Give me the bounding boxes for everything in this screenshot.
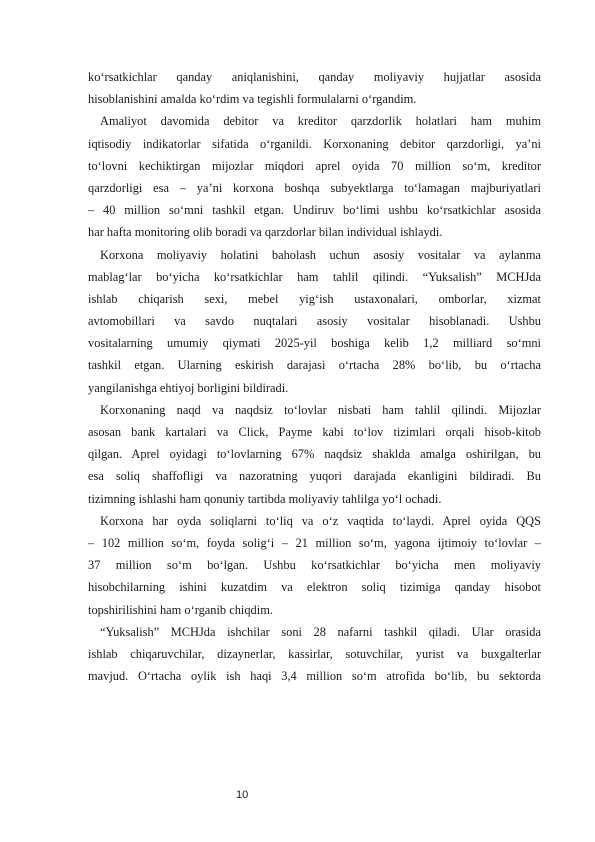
text-line: tizimning ishlashi ham qonuniy tartibda moliyaviy tahlilga yo‘l ochadi. xyxy=(88,491,442,506)
text-line: qarzdorligi esa – ya’ni korxona boshqa subyektlarga to‘lamagan majburiyatlari xyxy=(88,180,541,195)
text-line: vositalarning umumiy qiymati 2025-yil boshiga kelib 1,2 milliard so‘mni xyxy=(88,336,541,351)
paragraph-4 xyxy=(88,399,541,510)
text-line: ko‘rsatkichlar qanday aniqlanishini, qanday moliyaviy hujjatlar asosida xyxy=(88,70,541,84)
text-line: asosan bank kartalari va Click, Payme kabi to‘lov tizimlari orqali hisob-kitob xyxy=(88,425,541,439)
text-line: mablag‘lar bo‘yicha ko‘rsatkichlar ham tahlil qilindi. “Yuksalish” MCHJda xyxy=(88,269,541,284)
text-line: esa soliq shaffofligi va nazoratning yuqori darajada ekanligini bildiradi. Bu xyxy=(88,469,541,484)
paragraph-1 xyxy=(88,66,541,110)
text-line: iqtisodiy indikatorlar sifatida o‘rganildi. Korxonaning debitor qarzdorligi, ya’ni xyxy=(88,136,541,151)
text-line: mavjud. O‘rtacha oylik ish haqi 3,4 million so‘m atrofida bo‘lib, bu sektorda xyxy=(88,669,541,684)
paragraph-3 xyxy=(88,244,541,399)
text-line: Korxona moliyaviy holatini baholash uchun asosiy vositalar va aylanma xyxy=(100,247,541,262)
paragraph-5 xyxy=(88,510,541,621)
text-line: yangilanishga ehtiyoj borligini bildiradi. xyxy=(88,380,289,395)
text-line: Korxona har oyda soliqlarni to‘liq va o‘z vaqtida to‘laydi. Aprel oyida QQS xyxy=(100,513,541,528)
text-line: topshirilishini ham o‘rganib chiqdim. xyxy=(88,602,273,617)
text-line: – 40 million so‘mni tashkil etgan. Undiruv bo‘limi ushbu ko‘rsatkichlar asosida xyxy=(88,203,541,218)
text-line: ishlab chiqarish sexi, mebel yig‘ish ustaxonalari, omborlar, xizmat xyxy=(88,291,541,306)
text-line: – 102 million so‘m, foyda solig‘i – 21 million so‘m, yagona ijtimoiy to‘lovlar – xyxy=(88,535,541,550)
text-line: tashkil etgan. Ularning eskirish darajasi o‘rtacha 28% bo‘lib, bu o‘rtacha xyxy=(88,358,541,373)
text-line: hisobchilarning ishini kuzatdim va elektron soliq tizimiga qanday hisobot xyxy=(88,580,541,595)
text-line: avtomobillari va savdo nuqtalari asosiy vositalar hisoblanadi. Ushbu xyxy=(88,314,541,329)
text-line: Korxonaning naqd va naqdsiz to‘lovlar nisbati ham tahlil qilindi. Mijozlar xyxy=(100,402,541,417)
text-line: “Yuksalish” MCHJda ishchilar soni 28 nafarni tashkil qiladi. Ular orasida xyxy=(100,624,541,639)
page-number: 10 xyxy=(236,789,249,801)
text-line: qilgan. Aprel oyidagi to‘lovlarning 67% naqdsiz shaklda amalga oshirilgan, bu xyxy=(88,447,541,462)
text-line: ishlab chiqaruvchilar, dizaynerlar, kassirlar, sotuvchilar, yurist va buxgalterlar xyxy=(88,646,541,661)
paragraph-2 xyxy=(88,110,541,243)
paragraph-6 xyxy=(88,621,541,688)
text-line: Amaliyot davomida debitor va kreditor qarzdorlik holatlari ham muhim xyxy=(100,114,541,129)
text-line: 37 million so‘m bo‘lgan. Ushbu ko‘rsatkichlar bo‘yicha men moliyaviy xyxy=(88,558,541,573)
text-line: har hafta monitoring olib boradi va qarzdorlar bilan individual ishlaydi. xyxy=(88,225,443,240)
text-line: hisoblanishini amalda ko‘rdim va tegishli formulalarni o‘rgandim. xyxy=(88,92,417,107)
text-line: to‘lovni kechiktirgan mijozlar miqdori aprel oyida 70 million so‘m, kreditor xyxy=(88,158,541,173)
document-body xyxy=(88,66,541,687)
